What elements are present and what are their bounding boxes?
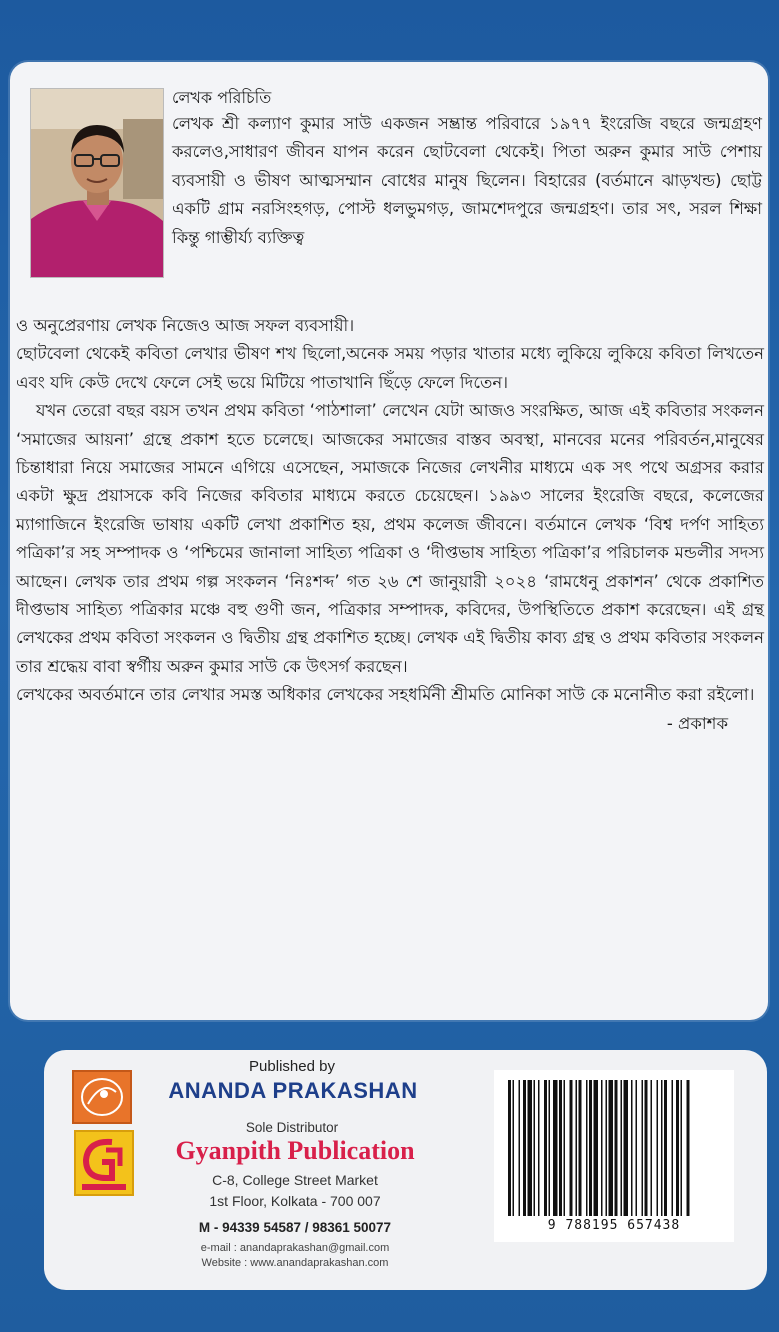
barcode-bar <box>513 1080 515 1216</box>
distributor-name: Gyanpith Publication <box>175 1136 415 1165</box>
barcode-bar <box>519 1080 521 1216</box>
barcode-bar <box>534 1080 536 1216</box>
author-photo <box>30 88 164 278</box>
publisher-name: ANANDA PRAKASHAN <box>168 1078 418 1103</box>
email-text: e-mail : anandaprakashan@gmail.com <box>200 1242 390 1254</box>
barcode-bar <box>544 1080 547 1216</box>
published-by-label: Published by <box>249 1058 335 1075</box>
address-line-1: C-8, College Street Market <box>212 1172 378 1188</box>
barcode-bar <box>624 1080 629 1216</box>
barcode-bar <box>687 1080 690 1216</box>
phone-numbers: M - 94339 54587 / 98361 50077 <box>198 1220 392 1235</box>
bio-paragraph: যখন তেরো বছর বয়স তখন প্রথম কবিতা ‘পাঠশালা’ লেখেন যেটা আজও সংরক্ষিত, আজ এই কবিতার সংকলন ‘সমাজের আয়না’ গ্রন্থে প্রকাশ হতে চলেছে। আজকের সমাজের বাস্তব অবস্থা, মানবের মনের পরিবর্তন,মানুষের চিন্তাধারা নিয়ে সমাজের সামনে এগিয়ে এসেছেন, সমাজকে নিজের লেখনীর মাধ্যমে এক সৎ পথে অগ্রসর করার একটা ক্ষুদ্র প্রয়াসকে কবি নিজের কবিতার মাধ্যমে করতে চেয়েছেন। ১৯৯৩ সালের ইংরেজি বছরে, কলেজের ম্যাগাজিনে ইংরেজি ভাষায় একটি লেখা প্রকাশিত হয়, প্রথম কলেজ জীবনে। বর্তমানে লেখক ‘বিশ্ব দর্পণ সাহিত্য পত্রিকা’র সহ সম্পাদক ও ‘পশ্চিমের জানালা সাহিত্য পত্রিকা ও ‘দীপ্তভাষ সাহিত্য পত্রিকা’র পরিচালক মন্ডলীর সদস্য আছেন। লেখক তার প্রথম গল্প সংকলন ‘নিঃশব্দ’ গত ২৬ শে জানুয়ারী ২০২৪ ‘রামধেনু প্রকাশন’ থেকে প্রকাশিত দীপ্তভাষ সাহিত্য পত্রিকার মঞ্চে বহু গুণী জন, পত্রিকার সম্পাদক, কবিদের, উপস্থিতিতে প্রকাশ করেছেন। এই গ্রন্থ লেখকের প্রথম কবিতা সংকলন ও দ্বিতীয় গ্রন্থ প্রকাশিত হচ্ছে। লেখক এই দ্বিতীয় কাব্য গ্রন্থ ও প্রথম কবিতার সংকলন তার শ্রদ্ধেয় বাবা স্বর্গীয় অরুন কুমার সাউ কে উৎসর্গ করছেন। <box>16 401 764 676</box>
barcode-bar <box>631 1080 633 1216</box>
bio-paragraph: লেখকের অবর্তমানে তার লেখার সমস্ত অধিকার লেখকের সহধর্মিনী শ্রীমতি মোনিকা সাউ কে মনোনীত করা রইলো। <box>16 685 755 705</box>
barcode-bar <box>621 1080 623 1216</box>
barcode-bar <box>528 1080 533 1216</box>
barcode-bar <box>642 1080 644 1216</box>
barcode-bar <box>676 1080 679 1216</box>
barcode-bar <box>523 1080 526 1216</box>
publisher-logo-icon <box>74 1072 130 1122</box>
isbn-number: 9 788195 657438 <box>547 1218 681 1233</box>
publisher-signature: - প্রকাশক <box>666 713 728 733</box>
bio-paragraph: ও অনুপ্রেরণায় লেখক নিজেও আজ সফল ব্যবসায়ী। <box>16 316 355 335</box>
barcode-bar <box>651 1080 653 1216</box>
address-line-2: 1st Floor, Kolkata - 700 007 <box>209 1193 381 1209</box>
bio-section-title: লেখক পরিচিতি <box>172 88 272 107</box>
barcode-bar <box>576 1080 578 1216</box>
barcode-bar <box>672 1080 674 1216</box>
website-text: Website : www.anandaprakashan.com <box>201 1257 389 1269</box>
barcode-bars <box>494 1070 734 1220</box>
barcode-bar <box>579 1080 582 1216</box>
barcode <box>494 1070 734 1242</box>
barcode-bar <box>606 1080 608 1216</box>
barcode-bar <box>549 1080 551 1216</box>
barcode-bar <box>601 1080 603 1216</box>
barcode-bar <box>586 1080 588 1216</box>
barcode-bar <box>564 1080 566 1216</box>
gyanpith-logo <box>74 1130 134 1196</box>
barcode-bar <box>661 1080 663 1216</box>
bio-intro-text: লেখক শ্রী কল্যাণ কুমার সাউ একজন সম্ভ্রান্ত পরিবারে ১৯৭৭ ইংরেজি বছরে জন্মগ্রহণ করলেও,সাধারণ জীবন যাপন করেন ছোটবেলা থেকেই। পিতা অরুন কুমার সাউ পেশায় ব্যবসায়ী ও ভীষণ আত্মসম্মান বোধের মানুষ ছিলেন। বিহারের (বর্তমানে ঝাড়খন্ড) ছোট্ট একটি গ্রাম নরসিংহগড়, পোস্ট ধলভুমগড়, জামশেদপুরে জন্মগ্রহণ। তার সৎ, সরল শিক্ষা কিন্তু গাম্ভীর্য্য ব্যক্তিত্ব <box>172 114 762 247</box>
author-portrait-image <box>31 89 163 277</box>
barcode-bar <box>538 1080 540 1216</box>
barcode-bar <box>594 1080 599 1216</box>
barcode-bar <box>553 1080 558 1216</box>
barcode-bar <box>645 1080 648 1216</box>
barcode-bar <box>657 1080 659 1216</box>
barcode-bar <box>664 1080 667 1216</box>
bio-body <box>16 312 764 738</box>
sole-distributor-label: Sole Distributor <box>245 1120 339 1135</box>
barcode-bar <box>609 1080 614 1216</box>
ananda-prakashan-logo <box>72 1070 132 1124</box>
barcode-bar <box>508 1080 511 1216</box>
distributor-logo-icon <box>76 1132 132 1194</box>
barcode-bar <box>615 1080 618 1216</box>
barcode-bar <box>681 1080 683 1216</box>
barcode-bar <box>589 1080 592 1216</box>
barcode-bar <box>559 1080 562 1216</box>
barcode-bar <box>570 1080 573 1216</box>
bio-paragraph: ছোটবেলা থেকেই কবিতা লেখার ভীষণ শখ ছিলো,অনেক সময় পড়ার খাতার মধ্যে লুকিয়ে লুকিয়ে কবিতা লিখতেন এবং যদি কেউ দেখে ফেলে সেই ভয়ে মিটিয়ে পাতাখানি ছিঁড়ে ফেলে দিতেন। <box>16 344 764 392</box>
barcode-bar <box>636 1080 638 1216</box>
